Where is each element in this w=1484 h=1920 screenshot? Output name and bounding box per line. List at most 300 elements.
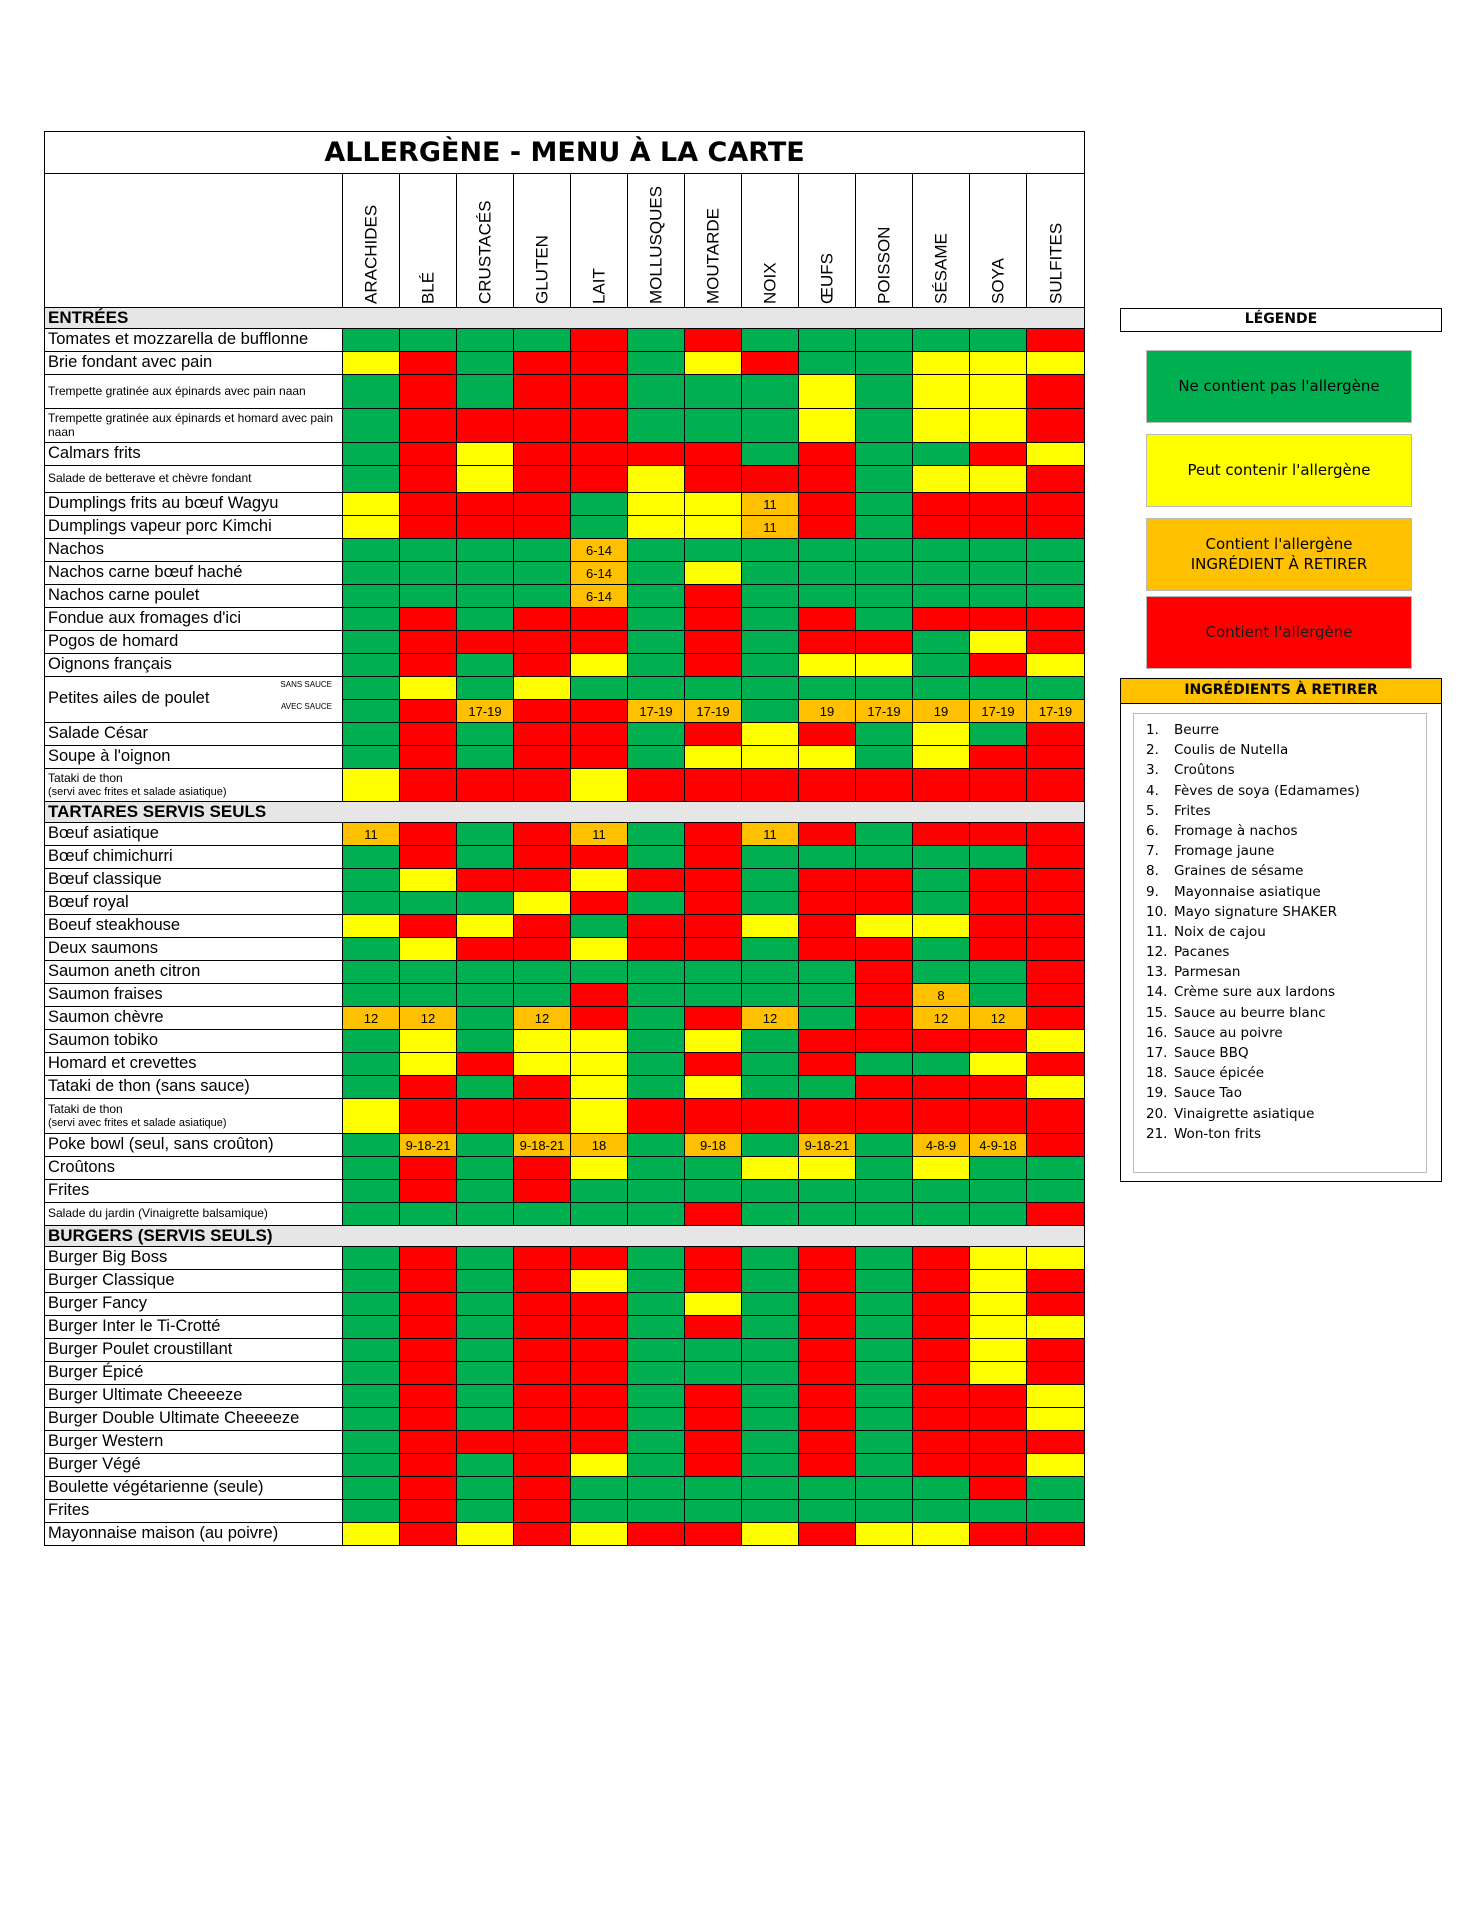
allergen-cell: [628, 1076, 685, 1099]
allergen-cell: [343, 1247, 400, 1270]
allergen-cell: [1027, 938, 1084, 961]
menu-item-label: Mayonnaise maison (au poivre): [48, 1524, 279, 1543]
allergen-cell: [799, 409, 856, 443]
allergen-cell: [970, 1500, 1027, 1523]
allergen-label: [990, 258, 1007, 304]
ingredient-label: Crème sure aux lardons: [1174, 984, 1336, 1001]
allergen-cell: [628, 493, 685, 516]
allergen-cell: [799, 869, 856, 892]
allergen-cell: [742, 723, 799, 746]
ingredient-label: Sauce au poivre: [1174, 1024, 1283, 1041]
allergen-cell: [571, 892, 628, 915]
allergen-cell: [742, 1270, 799, 1293]
allergen-cell: [1027, 1270, 1084, 1293]
ingredient-label: Fromage jaune: [1174, 843, 1275, 860]
menu-item-name-wrap: [48, 1103, 227, 1129]
allergen-cell: [970, 1099, 1027, 1134]
allergen-cell: [685, 352, 742, 375]
allergen-label: [648, 186, 665, 304]
allergen-cell: [343, 631, 400, 654]
ingredients-box: [1133, 713, 1427, 1173]
allergen-cell: [457, 329, 514, 352]
allergen-cell: [799, 1180, 856, 1203]
allergen-cell: [457, 443, 514, 466]
allergen-column-header: [343, 174, 400, 308]
allergen-cell: [628, 1180, 685, 1203]
allergen-cell: [628, 1385, 685, 1408]
allergen-cell: [457, 1203, 514, 1226]
allergen-cell: [571, 1316, 628, 1339]
allergen-cell: [343, 443, 400, 466]
allergen-cell: [913, 466, 970, 493]
allergen-label: [477, 200, 494, 304]
allergen-cell: 17-19: [970, 700, 1027, 723]
allergen-cell: [856, 1362, 913, 1385]
menu-item-name: [45, 493, 343, 516]
allergen-cell: [799, 1270, 856, 1293]
allergen-cell: [913, 915, 970, 938]
allergen-column-header: [799, 174, 856, 308]
allergen-cell: [400, 1500, 457, 1523]
allergen-cell: [400, 466, 457, 493]
allergen-cell: [628, 1007, 685, 1030]
allergen-cell: [970, 375, 1027, 409]
allergen-cell: [457, 1007, 514, 1030]
allergen-cell: [571, 1362, 628, 1385]
allergen-cell: [628, 1477, 685, 1500]
allergen-cell: [400, 823, 457, 846]
allergen-cell: [970, 892, 1027, 915]
menu-item-name: [45, 915, 343, 938]
allergen-cell: [685, 677, 742, 700]
section-header: TARTARES SERVIS SEULS: [44, 802, 1085, 823]
table-row: [44, 1053, 1085, 1076]
allergen-cell: [514, 892, 571, 915]
allergen-cell: [400, 769, 457, 802]
allergen-cell: [457, 1099, 514, 1134]
allergen-cell: [571, 352, 628, 375]
menu-item-label: Burger Classique: [48, 1271, 175, 1290]
allergen-column-header: [457, 174, 514, 308]
allergen-cell: [400, 915, 457, 938]
allergen-cell: [799, 1339, 856, 1362]
menu-item-label: Burger Big Boss: [48, 1248, 168, 1267]
allergen-cell: 9-18: [685, 1134, 742, 1157]
table-row: [44, 892, 1085, 915]
allergen-cell: [1027, 723, 1084, 746]
menu-item-name: [45, 443, 343, 466]
allergen-name: CRUSTACÉS: [475, 200, 495, 304]
ingredient-number: 12.: [1146, 944, 1168, 961]
legend-text-line: Contient l'allergène: [1205, 622, 1353, 641]
allergen-cell: [799, 654, 856, 677]
menu-item-name: [45, 1362, 343, 1385]
allergen-cell: [970, 1385, 1027, 1408]
allergen-cell: 4-8-9: [913, 1134, 970, 1157]
allergen-cell: [400, 746, 457, 769]
allergen-cell: [343, 608, 400, 631]
allergen-cell: [1027, 1180, 1084, 1203]
allergen-cell: [913, 562, 970, 585]
ingredient-item: [1146, 861, 1426, 881]
allergen-cell: [571, 1203, 628, 1226]
allergen-cell: [970, 1431, 1027, 1454]
ingredient-item: [1146, 942, 1426, 962]
ingredient-number: 5.: [1146, 802, 1159, 819]
allergen-cell: [514, 677, 571, 700]
allergen-cell: [343, 562, 400, 585]
allergen-cell: [400, 1362, 457, 1385]
allergen-cell: 12: [514, 1007, 571, 1030]
allergen-cell: [799, 1007, 856, 1030]
allergen-cell: [571, 938, 628, 961]
menu-item-label: Pogos de homard: [48, 632, 179, 651]
allergen-cell: [628, 1030, 685, 1053]
allergen-cell: [685, 443, 742, 466]
ingredient-item: [1146, 1003, 1426, 1023]
allergen-cell: [970, 409, 1027, 443]
menu-item-label: Bœuf royal: [48, 893, 129, 912]
allergen-cell: [856, 1408, 913, 1431]
allergen-cell: [628, 1523, 685, 1546]
allergen-cell: [400, 1099, 457, 1134]
allergen-header-row: [44, 174, 1085, 308]
table-row: [44, 375, 1085, 409]
menu-item-name: [45, 466, 343, 493]
allergen-cell: [856, 915, 913, 938]
menu-item-label: Frites: [48, 1501, 90, 1520]
allergen-cell: [628, 869, 685, 892]
table-row: [44, 1362, 1085, 1385]
allergen-cell: [1027, 1431, 1084, 1454]
allergen-cell: [856, 746, 913, 769]
allergen-cell: [856, 1431, 913, 1454]
allergen-cell: [514, 938, 571, 961]
menu-item-note: (servi avec frites et salade asiatique): [48, 785, 227, 798]
allergen-cell: [571, 1431, 628, 1454]
allergen-cell: [685, 746, 742, 769]
ingredient-number: 3.: [1146, 762, 1159, 779]
allergen-cell: [628, 723, 685, 746]
allergen-name: MOLLUSQUES: [646, 185, 666, 304]
allergen-cell: [343, 938, 400, 961]
allergen-cell: [571, 984, 628, 1007]
allergen-cell: [457, 1454, 514, 1477]
allergen-cell: [913, 1157, 970, 1180]
menu-item-label: Burger Fancy: [48, 1294, 148, 1313]
allergen-cell: [742, 746, 799, 769]
allergen-cell: [742, 539, 799, 562]
menu-item-name: [45, 1203, 343, 1226]
menu-item-name: [45, 1431, 343, 1454]
allergen-cell: [970, 1053, 1027, 1076]
ingredient-number: 7.: [1146, 843, 1159, 860]
table-row: [44, 1316, 1085, 1339]
menu-item-name: [45, 1500, 343, 1523]
allergen-cell: [514, 1408, 571, 1431]
allergen-label: [876, 227, 893, 304]
allergen-cell: [1027, 562, 1084, 585]
legend-text-line: Contient l'allergène: [1205, 535, 1353, 553]
allergen-cell: [1027, 1316, 1084, 1339]
ingredients-panel: [1120, 678, 1442, 1182]
allergen-cell: [685, 585, 742, 608]
menu-item-label: Nachos carne bœuf haché: [48, 563, 243, 582]
allergen-cell: [457, 984, 514, 1007]
menu-item-name: [45, 769, 343, 802]
allergen-cell: [913, 329, 970, 352]
allergen-cell: [970, 1362, 1027, 1385]
allergen-cell: [514, 443, 571, 466]
allergen-cell: [685, 493, 742, 516]
allergen-cell: [799, 631, 856, 654]
allergen-cell: [457, 1076, 514, 1099]
allergen-cell: [628, 608, 685, 631]
table-row: [44, 769, 1085, 802]
allergen-cell: [685, 1076, 742, 1099]
table-row: [44, 1270, 1085, 1293]
allergen-cell: [856, 1385, 913, 1408]
table-row: [44, 352, 1085, 375]
allergen-cell: [685, 769, 742, 802]
allergen-cell: [1027, 1500, 1084, 1523]
allergen-cell: [343, 1099, 400, 1134]
allergen-cell: [970, 562, 1027, 585]
allergen-cell: [970, 1293, 1027, 1316]
allergen-cell: [856, 1454, 913, 1477]
allergen-cell: 11: [343, 823, 400, 846]
allergen-cell: [913, 892, 970, 915]
allergen-cell: [742, 1362, 799, 1385]
allergen-cell: [799, 493, 856, 516]
allergen-cell: [913, 1362, 970, 1385]
table-row: [44, 938, 1085, 961]
allergen-cell: [799, 1454, 856, 1477]
allergen-cell: [343, 466, 400, 493]
menu-item-label: Oignons français: [48, 655, 172, 674]
allergen-cell: [856, 329, 913, 352]
menu-item-label: Tomates et mozzarella de bufflonne: [48, 330, 309, 349]
allergen-cell: [742, 1500, 799, 1523]
allergen-cell: [343, 329, 400, 352]
allergen-cell: [571, 1408, 628, 1431]
ingredient-label: Mayonnaise asiatique: [1174, 883, 1321, 900]
allergen-cell: [856, 1477, 913, 1500]
allergen-cell: [457, 869, 514, 892]
allergen-cell: [1027, 443, 1084, 466]
allergen-cell: [343, 1339, 400, 1362]
allergen-cell: [856, 961, 913, 984]
menu-item-name: [45, 984, 343, 1007]
allergen-cell: [457, 1362, 514, 1385]
allergen-cell: [799, 892, 856, 915]
menu-item-label: Tataki de thon: [48, 1101, 123, 1116]
table-row: [44, 823, 1085, 846]
allergen-cell: [1027, 1053, 1084, 1076]
allergen-cell: [913, 409, 970, 443]
allergen-cell: [742, 352, 799, 375]
allergen-name: ŒUFS: [817, 253, 837, 304]
allergen-cell: [913, 1431, 970, 1454]
ingredients-title: INGRÉDIENTS À RETIRER: [1121, 679, 1441, 704]
allergen-cell: [742, 1157, 799, 1180]
allergen-cell: [514, 1454, 571, 1477]
ingredient-item: [1146, 1124, 1426, 1144]
allergen-cell: [799, 585, 856, 608]
allergen-cell: [913, 1385, 970, 1408]
allergen-cell: [628, 466, 685, 493]
ingredient-label: Pacanes: [1174, 944, 1230, 961]
ingredients-list: [1134, 714, 1426, 1144]
allergen-cell: [685, 1270, 742, 1293]
allergen-cell: [343, 1316, 400, 1339]
ingredient-label: Frites: [1174, 802, 1211, 819]
menu-item-label: Nachos carne poulet: [48, 586, 200, 605]
allergen-cell: [856, 1134, 913, 1157]
ingredient-label: Sauce Tao: [1174, 1085, 1242, 1102]
table-row: [44, 1076, 1085, 1099]
allergen-cell: 17-19: [856, 700, 913, 723]
menu-item-name: [45, 846, 343, 869]
allergen-cell: [913, 1316, 970, 1339]
menu-item-name: [45, 352, 343, 375]
menu-item-label: Saumon tobiko: [48, 1031, 159, 1050]
allergen-cell: [457, 723, 514, 746]
menu-item-label: Poke bowl (seul, sans croûton): [48, 1135, 274, 1154]
allergen-cell: [343, 1408, 400, 1431]
allergen-cell: [514, 352, 571, 375]
allergen-column-header: [400, 174, 457, 308]
allergen-cell: [799, 329, 856, 352]
menu-item-label: Tataki de thon: [48, 770, 123, 785]
menu-item-label: Fondue aux fromages d'ici: [48, 609, 242, 628]
allergen-cell: [343, 723, 400, 746]
allergen-cell: [628, 938, 685, 961]
allergen-column-header: [514, 174, 571, 308]
allergen-cell: [400, 1385, 457, 1408]
allergen-cell: [913, 823, 970, 846]
menu-item-label: Burger Poulet croustillant: [48, 1340, 233, 1359]
allergen-cell: [1027, 1007, 1084, 1030]
allergen-cell: [514, 1180, 571, 1203]
allergen-cell: [400, 846, 457, 869]
allergen-cell: [514, 562, 571, 585]
allergen-cell: 12: [343, 1007, 400, 1030]
allergen-cell: [742, 1247, 799, 1270]
allergen-cell: [685, 1203, 742, 1226]
allergen-cell: [628, 892, 685, 915]
allergen-cell: [1027, 1385, 1084, 1408]
allergen-cell: [685, 823, 742, 846]
allergen-cell: [1027, 892, 1084, 915]
allergen-cell: [514, 869, 571, 892]
allergen-column-header: [571, 174, 628, 308]
allergen-cell: [514, 846, 571, 869]
allergen-cell: [685, 846, 742, 869]
menu-item-name: [45, 1270, 343, 1293]
allergen-cell: [913, 1339, 970, 1362]
allergen-cell: [913, 375, 970, 409]
ingredient-number: 6.: [1146, 822, 1159, 839]
ingredient-item: [1146, 982, 1426, 1002]
menu-item-label: Homard et crevettes: [48, 1054, 197, 1073]
allergen-cell: [400, 1247, 457, 1270]
allergen-cell: [913, 631, 970, 654]
allergen-cell: 17-19: [1027, 700, 1084, 723]
allergen-cell: [685, 562, 742, 585]
menu-item-label: Calmars frits: [48, 444, 141, 463]
table-row: [44, 1523, 1085, 1546]
allergen-cell: [913, 443, 970, 466]
allergen-cell: [685, 1030, 742, 1053]
ingredient-number: 11.: [1146, 923, 1168, 940]
ingredient-label: Sauce épicée: [1174, 1065, 1265, 1082]
table-row: [44, 1157, 1085, 1180]
menu-item-label: Burger Inter le Ti-Crotté: [48, 1317, 221, 1336]
allergen-cell: [970, 585, 1027, 608]
menu-item-label: Burger Ultimate Cheeeeze: [48, 1386, 243, 1405]
allergen-cell: [571, 1500, 628, 1523]
table-row: [44, 409, 1085, 443]
allergen-cell: [343, 1270, 400, 1293]
allergen-cell: [457, 1500, 514, 1523]
ingredient-number: 16.: [1146, 1024, 1168, 1041]
header-corner: [45, 174, 343, 308]
allergen-cell: [742, 1431, 799, 1454]
allergen-cell: [628, 1134, 685, 1157]
allergen-cell: [799, 1247, 856, 1270]
allergen-cell: [913, 1454, 970, 1477]
allergen-cell: [1027, 516, 1084, 539]
allergen-cell: 12: [400, 1007, 457, 1030]
allergen-cell: [742, 1454, 799, 1477]
allergen-cell: [343, 1134, 400, 1157]
allergen-cell: [1027, 329, 1084, 352]
allergen-cell: [457, 1477, 514, 1500]
allergen-cell: [628, 961, 685, 984]
table-row: [44, 631, 1085, 654]
allergen-cell: [685, 961, 742, 984]
allergen-cell: [343, 1362, 400, 1385]
allergen-cell: [742, 585, 799, 608]
allergen-cell: [685, 1339, 742, 1362]
menu-item-name: [45, 516, 343, 539]
allergen-cell: [685, 466, 742, 493]
allergen-cell: [685, 892, 742, 915]
allergen-cell: [742, 466, 799, 493]
table-row: [44, 1180, 1085, 1203]
allergen-cell: 6-14: [571, 539, 628, 562]
allergen-cell: [1027, 1157, 1084, 1180]
menu-item-name: [45, 1339, 343, 1362]
allergen-cell: [913, 516, 970, 539]
allergen-cell: [628, 539, 685, 562]
allergen-label: [933, 233, 950, 304]
allergen-cell: [514, 585, 571, 608]
table-row: [44, 1293, 1085, 1316]
allergen-cell: [514, 1523, 571, 1546]
allergen-cell: [1027, 631, 1084, 654]
allergen-cell: [742, 700, 799, 723]
allergen-cell: [970, 539, 1027, 562]
allergen-cell: [742, 938, 799, 961]
allergen-cell: [742, 846, 799, 869]
allergen-cell: [343, 1180, 400, 1203]
allergen-label: [762, 262, 779, 304]
allergen-cell: 17-19: [685, 700, 742, 723]
allergen-cell: [400, 723, 457, 746]
menu-item-label: Trempette gratinée aux épinards et homard avec pain naan: [48, 410, 334, 439]
